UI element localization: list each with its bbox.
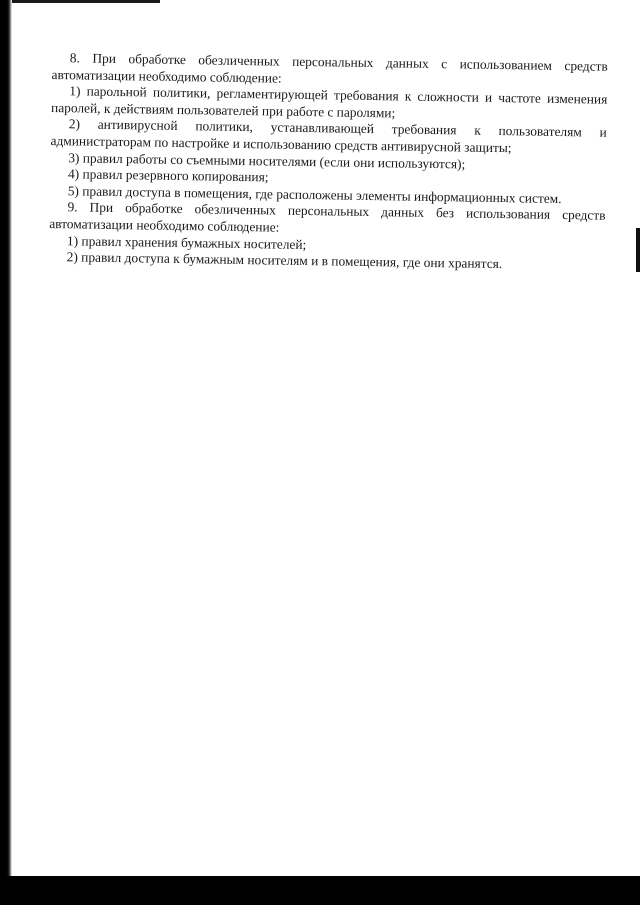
scan-top-edge	[0, 0, 160, 3]
scan-left-edge	[0, 0, 12, 905]
section-8-item-1: 1) парольной политики, регламентирующей требования к сложности и частоте изменения паролей, к действиям пользователей при работе с паролями;	[50, 83, 608, 121]
section-9-item-2: 2) правил доступа к бумажным носителям и в помещения, где они хранятся.	[66, 249, 503, 272]
section-8-item-3: 3) правил работы со съемными носителями (если они используются);	[68, 149, 466, 172]
section-8-item-5: 5) правил доступа в помещения, где расположены элементы информационных систем.	[67, 183, 562, 206]
document-body	[49, 50, 608, 274]
section-8-item-2: 2) антивирусной политики, устанавливающей требования к пользователям и администраторам по настройке и использованию средств антивирусной защиты;	[50, 116, 607, 156]
scan-bottom-edge	[0, 876, 640, 905]
section-8-intro: 8. При обработке обезличенных персональных данных с использованием средств автоматизации необходимо соблюдение:	[51, 50, 608, 86]
scan-right-mark	[636, 228, 640, 272]
section-9-item-1: 1) правил хранения бумажных носителей;	[66, 232, 307, 252]
section-9-intro: 9. При обработке обезличенных персональных данных без использования средств автоматизации необходимо соблюдение:	[49, 199, 606, 235]
section-8-item-4: 4) правил резервного копирования;	[67, 166, 269, 185]
